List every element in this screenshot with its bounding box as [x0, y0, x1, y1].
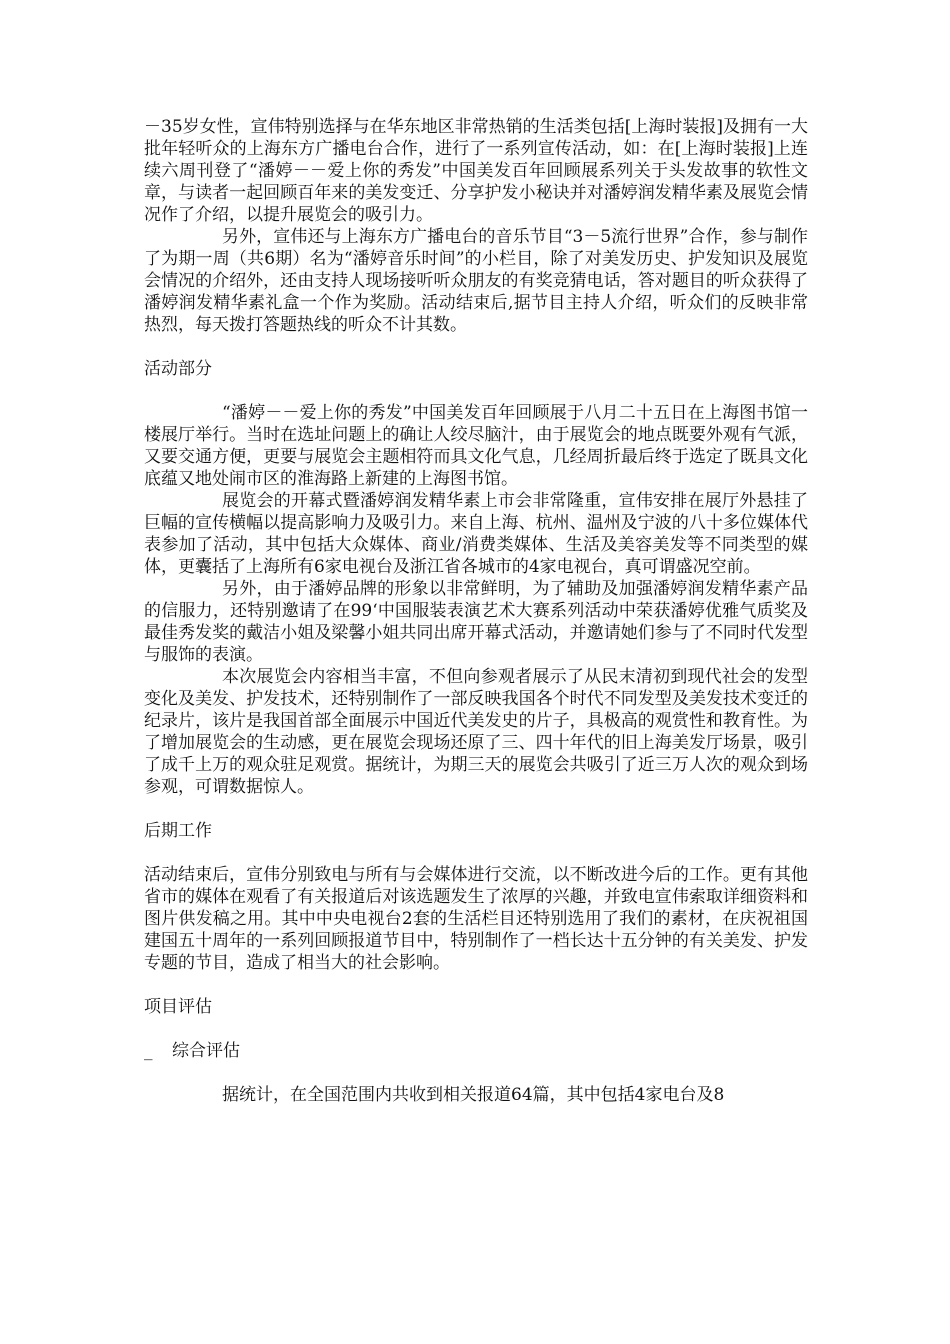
bullet-mark: _ [144, 1041, 153, 1061]
paragraph-activity-1: “潘婷－－爱上你的秀发”中国美发百年回顾展于八月二十五日在上海图书馆一楼展厅举行。当时在选址问题上的确让人绞尽脑汁，由于展览会的地点既要外观有气派，又要交通方便，更要与展览会主题相符而具文化气息，几经周折最后终于选定了既具文化底蕴又地处闹市区的淮海路上新建的上海图书馆。 [144, 403, 808, 489]
subheading-text: 综合评估 [172, 1041, 240, 1061]
paragraph-intro-1: －35岁女性，宣伟特别选择与在华东地区非常热销的生活类包括[上海时装报]及拥有一大批年轻听众的上海东方广播电台合作，进行了一系列宣传活动，如：在[上海时装报]上连续六周刊登了“潘婷－－爱上你的秀发”中国美发百年回顾展系列关于头发故事的软性文章，与读者一起回顾百年来的美发变迁、分享护发小秘诀并对潘婷润发精华素及展览会情况作了介绍，以提升展览会的吸引力。 [144, 117, 808, 225]
evaluation-subheading [144, 1040, 808, 1062]
paragraph-followup: 活动结束后，宣伟分别致电与所有与会媒体进行交流，以不断改进今后的工作。更有其他省市的媒体在观看了有关报道后对该选题发生了浓厚的兴趣，并致电宣伟索取详细资料和图片供发稿之用。其中中央电视台2套的生活栏目还特别选用了我们的素材，在庆祝祖国建国五十周年的一系列回顾报道节目中，特别制作了一档长达十五分钟的有关美发、护发专题的节目，造成了相当大的社会影响。 [144, 865, 808, 973]
section-heading-evaluation: 项目评估 [144, 997, 212, 1017]
paragraph-evaluation: 据统计，在全国范围内共收到相关报道64篇，其中包括4家电台及8 [222, 1085, 725, 1105]
section-heading-activity: 活动部分 [144, 359, 212, 379]
paragraph-activity-2: 展览会的开幕式暨潘婷润发精华素上市会非常隆重，宣伟安排在展厅外悬挂了巨幅的宣传横幅以提高影响力及吸引力。来自上海、杭州、温州及宁波的八十多位媒体代表参加了活动，其中包括大众媒体、商业/消费类媒体、生活及美容美发等不同类型的媒体，更囊括了上海所有6家电视台及浙江省各城市的4家电视台，真可谓盛况空前。 [144, 491, 808, 577]
paragraph-activity-3: 另外，由于潘婷品牌的形象以非常鲜明，为了辅助及加强潘婷润发精华素产品的信服力，还特别邀请了在99‘中国服装表演艺术大赛系列活动中荣获潘婷优雅气质奖及最佳秀发奖的戴洁小姐及梁馨小姐共同出席开幕式活动，并邀请她们参与了不同时代发型与服饰的表演。 [144, 579, 808, 665]
section-heading-followup: 后期工作 [144, 821, 212, 841]
paragraph-activity-4: 本次展览会内容相当丰富，不但向参观者展示了从民末清初到现代社会的发型变化及美发、护发技术，还特别制作了一部反映我国各个时代不同发型及美发技术变迁的纪录片，该片是我国首部全面展示中国近代美发史的片子，具极高的观赏性和教育性。为了增加展览会的生动感，更在展览会现场还原了三、四十年代的旧上海美发厅场景，吸引了成千上万的观众驻足观赏。据统计，为期三天的展览会共吸引了近三万人次的观众到场参观，可谓数据惊人。 [144, 667, 808, 797]
document-page [144, 116, 808, 1106]
paragraph-intro-2: 另外，宣伟还与上海东方广播电台的音乐节目“3－5流行世界”合作，参与制作了为期一周（共6期）名为“潘婷音乐时间”的小栏目，除了对美发历史、护发知识及展览会情况的介绍外，还由支持人现场接听听众朋友的有奖竞猜电话，答对题目的听众获得了潘婷润发精华素礼盒一个作为奖励。活动结束后,据节目主持人介绍，听众们的反映非常热烈，每天拨打答题热线的听众不计其数。 [144, 227, 808, 335]
